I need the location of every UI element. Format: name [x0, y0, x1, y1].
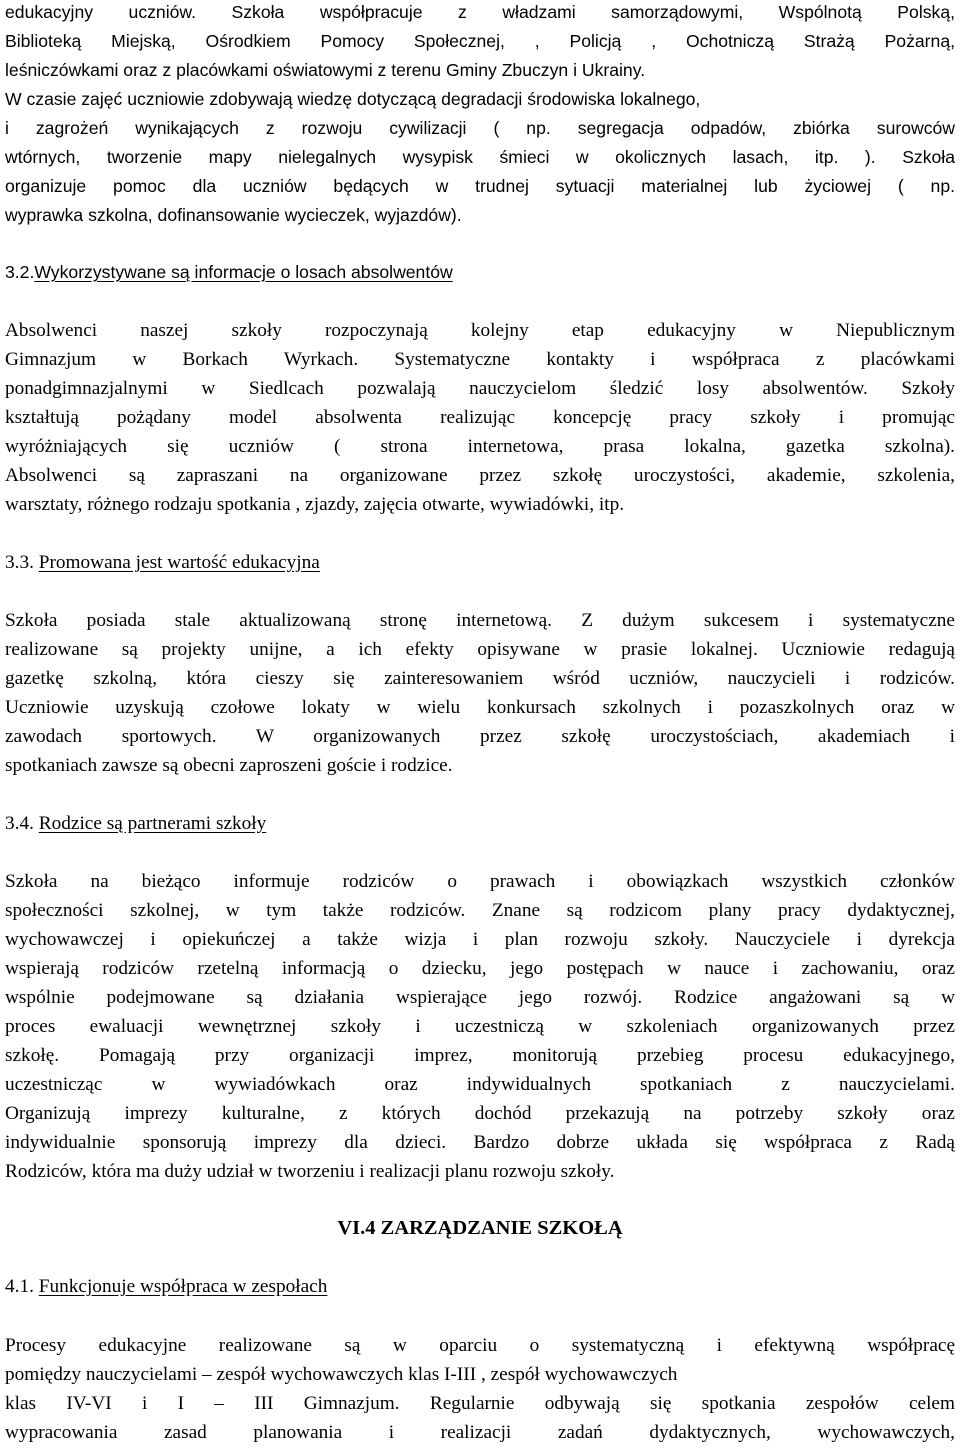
- paragraph-line: W czasie zajęć uczniowie zdobywają wiedzę dotyczącą degradacji środowiska lokalnego,: [5, 89, 701, 109]
- paragraph-line: wyprawka szkolna, dofinansowanie wycieczek, wyjazdów).: [5, 205, 462, 225]
- section-title: Promowana jest wartość edukacyjna: [38, 552, 320, 573]
- section-heading-3-3: [5, 548, 955, 577]
- paragraph-line: warsztaty, różnego rodzaju spotkania , zjazdy, zajęcia otwarte, wywiadówki, itp.: [5, 494, 625, 515]
- paragraph-line: kształtują pożądany model absolwenta realizując koncepcję pracy szkoły i promując: [5, 407, 955, 428]
- paragraph-line: indywidualnie sponsorują imprezy dla dzieci. Bardzo dobrze układa się współpraca z Radą: [5, 1132, 955, 1153]
- paragraph-line: Uczniowie uzyskują czołowe lokaty w wielu konkursach szkolnych i pozaszkolnych oraz w: [5, 697, 955, 718]
- paragraph-line: spotkaniach zawsze są obecni zaproszeni goście i rodzice.: [5, 755, 453, 776]
- paragraph-line: Absolwenci naszej szkoły rozpoczynają kolejny etap edukacyjny w Niepublicznym: [5, 320, 955, 341]
- paragraph-line: organizuje pomoc dla uczniów będących w trudnej sytuacji materialnej lub życiowej ( np.: [5, 176, 955, 196]
- section-title: Wykorzystywane są informacje o losach absolwentów: [34, 262, 453, 282]
- paragraph-line: edukacyjny uczniów. Szkoła współpracuje z władzami samorządowymi, Wspólnotą Polską,: [5, 2, 955, 22]
- paragraph-line: wspierają rodziców rzetelną informacją o dziecku, jego postępach w nauce i zachowaniu, oraz: [5, 958, 955, 979]
- paragraph-line: ponadgimnazjalnymi w Siedlcach pozwalają nauczycielom śledzić losy absolwentów. Szkoły: [5, 378, 955, 399]
- section-number: 4.1.: [5, 1276, 34, 1297]
- paragraph-line: Szkoła posiada stale aktualizowaną stronę internetową. Z dużym sukcesem i systematyczne: [5, 610, 955, 631]
- paragraph-line: Biblioteką Miejską, Ośrodkiem Pomocy Społecznej, , Policją , Ochotniczą Strażą Pożarną,: [5, 31, 955, 51]
- section-number: 3.2.: [5, 262, 35, 282]
- section-title: Rodzice są partnerami szkoły: [38, 813, 267, 834]
- paragraph-line: wychowawczej i opiekuńczej a także wizja i plan rozwoju szkoły. Nauczyciele i dyrekcja: [5, 929, 955, 950]
- paragraph-line: Szkoła na bieżąco informuje rodziców o prawach i obowiązkach wszystkich członków: [5, 871, 955, 892]
- paragraph-line: wypracowania zasad planowania i realizacji zadań dydaktycznych, wychowawczych,: [5, 1422, 955, 1443]
- paragraph-line: wyróżniających się uczniów ( strona internetowa, prasa lokalna, gazetka szkolna).: [5, 436, 955, 457]
- paragraph-line: Procesy edukacyjne realizowane są w oparciu o systematyczną i efektywną współpracę: [5, 1335, 955, 1356]
- paragraph-line: leśniczówkami oraz z placówkami oświatowymi z terenu Gminy Zbuczyn i Ukrainy.: [5, 60, 646, 80]
- paragraph-line: pomiędzy nauczycielami – zespół wychowawczych klas I-III , zespół wychowawczych: [5, 1364, 678, 1385]
- paragraph-line: realizowane są projekty unijne, a ich efekty opisywane w prasie lokalnej. Uczniowie redagują: [5, 639, 955, 660]
- paragraph-line: gazetkę szkolną, która cieszy się zainteresowaniem wśród uczniów, nauczycieli i rodziców.: [5, 668, 955, 689]
- chapter-heading: VI.4 ZARZĄDZANIE SZKOŁĄ: [337, 1217, 623, 1239]
- section-heading-3-4: [5, 809, 955, 838]
- paragraph-line: Gimnazjum w Borkach Wyrkach. Systematyczne kontakty i współpraca z placówkami: [5, 349, 955, 370]
- paragraph-line: szkołę. Pomagają przy organizacji imprez, monitorują przebieg procesu edukacyjnego,: [5, 1045, 955, 1066]
- paragraph-line: Rodziców, która ma duży udział w tworzeniu i realizacji planu rozwoju szkoły.: [5, 1161, 615, 1182]
- paragraph-line: i zagrożeń wynikających z rozwoju cywilizacji ( np. segregacja odpadów, zbiórka surowców: [5, 118, 955, 138]
- paragraph-line: wspólnie podejmowane są działania wspierające jego rozwój. Rodzice angażowani są w: [5, 987, 955, 1008]
- paragraph-line: Organizują imprezy kulturalne, z których dochód przekazują na potrzeby szkoły oraz: [5, 1103, 955, 1124]
- section-heading-4-1: [5, 1272, 955, 1301]
- section-heading-3-2: [5, 258, 955, 287]
- section-number: 3.3.: [5, 552, 34, 573]
- paragraph-line: Absolwenci są zapraszani na organizowane przez szkołę uroczystości, akademie, szkolenia,: [5, 465, 955, 486]
- paragraph-line: zawodach sportowych. W organizowanych przez szkołę uroczystościach, akademiach i: [5, 726, 955, 747]
- paragraph-line: społeczności szkolnej, w tym także rodziców. Znane są rodzicom plany pracy dydaktycznej,: [5, 900, 955, 921]
- paragraph-line: wtórnych, tworzenie mapy nielegalnych wysypisk śmieci w okolicznych lasach, itp. ). Szkoła: [5, 147, 955, 167]
- paragraph-line: klas IV-VI i I – III Gimnazjum. Regularnie odbywają się spotkania zespołów celem: [5, 1393, 955, 1414]
- section-title: Funkcjonuje współpraca w zespołach: [38, 1276, 328, 1297]
- paragraph-line: proces ewaluacji wewnętrznej szkoły i uczestniczą w szkoleniach organizowanych przez: [5, 1016, 955, 1037]
- section-number: 3.4.: [5, 813, 34, 834]
- paragraph-line: uczestnicząc w wywiadówkach oraz indywidualnych spotkaniach z nauczycielami.: [5, 1074, 955, 1095]
